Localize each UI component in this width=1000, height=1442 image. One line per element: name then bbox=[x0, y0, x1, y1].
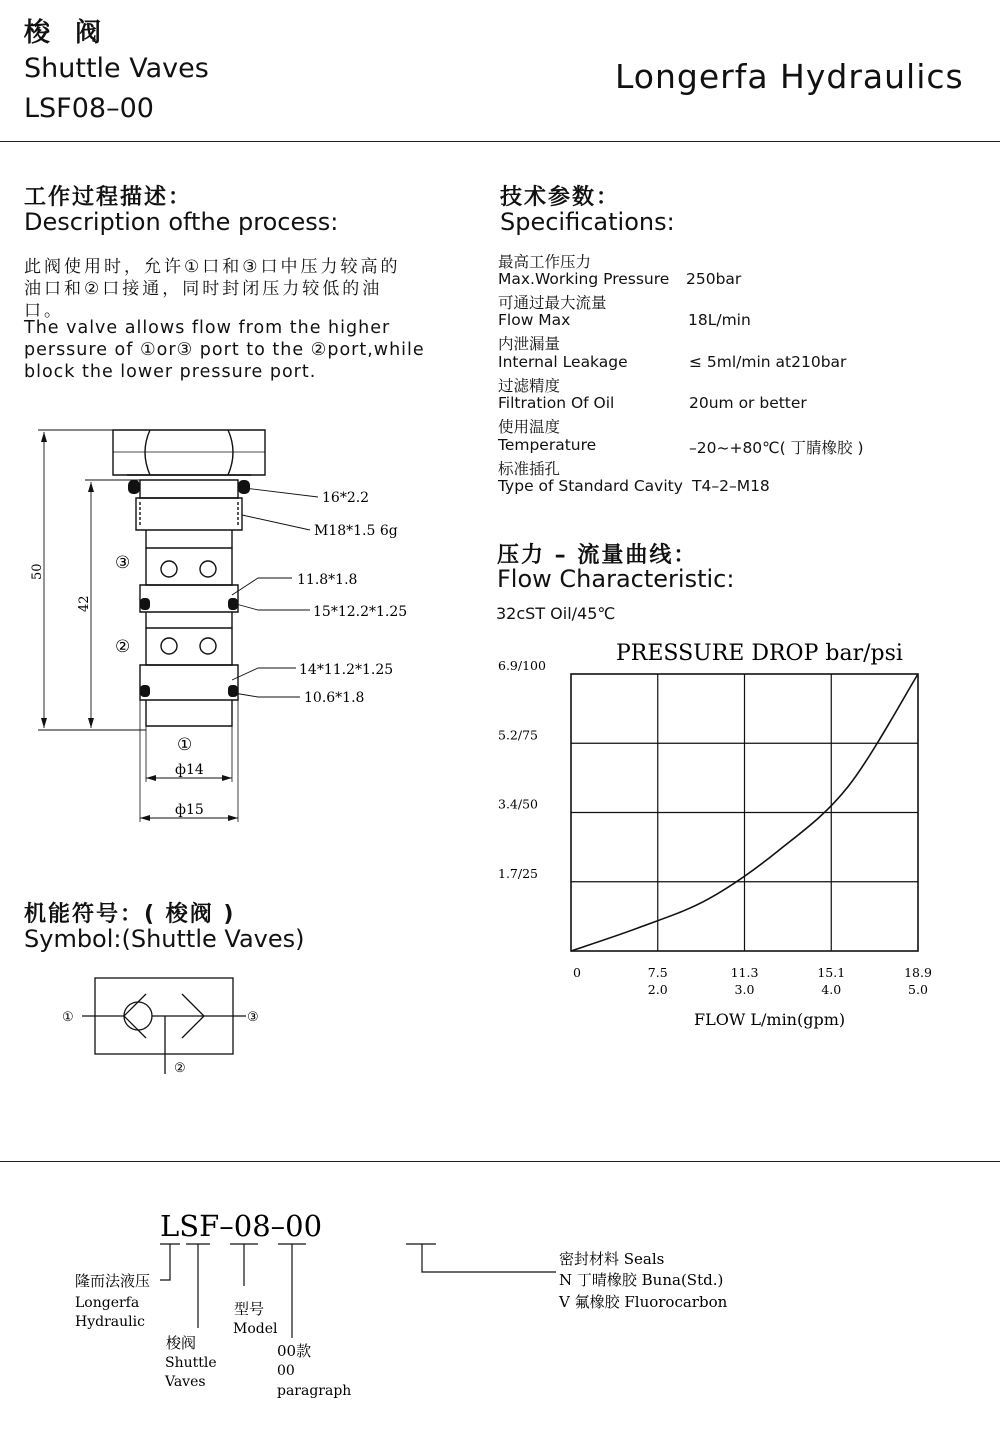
seals-title: 密封材料 Seals bbox=[559, 1250, 665, 1268]
callout-orings-16: 16*2.2 bbox=[322, 490, 370, 506]
specs-heading-en: Specifications: bbox=[500, 208, 675, 236]
port-2-label: ② bbox=[115, 637, 131, 657]
port-1-label: ① bbox=[177, 735, 193, 755]
paragraph-label-cn: 00款 bbox=[277, 1342, 312, 1360]
spec-label-en: Internal Leakage bbox=[498, 353, 628, 371]
brand-label-en: Hydraulic bbox=[75, 1314, 145, 1330]
spec-label-cn: 内泄漏量 bbox=[498, 335, 561, 353]
chart-x-tick-label: 15.1 bbox=[817, 965, 846, 980]
model-label-en: Model bbox=[233, 1321, 278, 1337]
spec-label-en: Type of Standard Cavity bbox=[498, 477, 683, 495]
callout-backup-15: 15*12.2*1.25 bbox=[313, 604, 408, 620]
chart-x-tick-gpm: 3.0 bbox=[734, 982, 755, 997]
symbol-heading-en: Symbol:(Shuttle Vaves) bbox=[24, 925, 305, 953]
port-3-label: ③ bbox=[115, 553, 131, 573]
type-label-cn: 梭阀 bbox=[166, 1334, 197, 1352]
symbol-heading-cn: 机能符号：( 梭阀 ) bbox=[24, 902, 236, 927]
description-line-en: block the lower pressure port. bbox=[24, 362, 317, 382]
callout-thread: M18*1.5 6g bbox=[314, 523, 398, 539]
chart-x-tick-gpm: 4.0 bbox=[821, 982, 842, 997]
spec-value: 250bar bbox=[686, 270, 742, 288]
chart-x-tick-label: 7.5 bbox=[647, 965, 668, 980]
specs-heading-cn: 技术参数： bbox=[500, 185, 621, 210]
chart-title: PRESSURE DROP bar/psi bbox=[616, 641, 903, 666]
dim-height-body: 42 bbox=[77, 595, 92, 612]
description-line-en: The valve allows flow from the higher bbox=[24, 318, 391, 338]
chart-grid bbox=[571, 674, 918, 951]
chart-y-tick-label: 1.7/25 bbox=[498, 865, 538, 881]
brand-name: Longerfa Hydraulics bbox=[615, 57, 964, 96]
spec-value: 18L/min bbox=[688, 311, 751, 329]
chart-x-tick-label: 18.9 bbox=[904, 965, 932, 980]
description-heading-cn: 工作过程描述： bbox=[24, 185, 193, 210]
type-label-en: Vaves bbox=[165, 1374, 206, 1390]
title-en: Shuttle Vaves bbox=[24, 53, 209, 84]
chart-x-tick-label: 11.3 bbox=[730, 965, 759, 980]
description-line-cn: 口。 bbox=[24, 301, 64, 321]
spec-value: 20um or better bbox=[689, 394, 807, 412]
symbol-port-1: ① bbox=[62, 1010, 74, 1025]
symbol-port-3: ③ bbox=[247, 1010, 259, 1025]
spec-label-cn: 最高工作压力 bbox=[498, 253, 592, 271]
dim-dia-15: ф15 bbox=[175, 802, 204, 818]
chart-x-tick-gpm: 5.0 bbox=[908, 982, 928, 997]
paragraph-code: 00 bbox=[277, 1363, 295, 1379]
callout-backup-14: 14*11.2*1.25 bbox=[299, 662, 394, 678]
header-divider bbox=[0, 141, 1000, 142]
ordering-code-diagram bbox=[0, 1190, 1000, 1420]
model-label-cn: 型号 bbox=[234, 1300, 265, 1318]
ordering-code: LSF–08–00 bbox=[160, 1209, 323, 1243]
dim-height-total: 50 bbox=[30, 563, 45, 580]
chart-y-tick-label: 6.9/100 bbox=[498, 658, 546, 673]
callout-oring-11: 11.8*1.8 bbox=[297, 572, 358, 588]
spec-label-cn: 使用温度 bbox=[498, 418, 561, 436]
paragraph-label-en: paragraph bbox=[277, 1383, 352, 1399]
dim-dia-14: ф14 bbox=[175, 762, 204, 778]
spec-value: ≤ 5ml/min at210bar bbox=[689, 353, 847, 371]
valve-cross-section-drawing bbox=[0, 420, 480, 840]
brand-label-cn: 隆而法液压 bbox=[75, 1272, 151, 1290]
spec-label-en: Flow Max bbox=[498, 311, 571, 329]
symbol-port-2: ② bbox=[174, 1061, 186, 1076]
spec-value: T4–2–M18 bbox=[692, 477, 770, 495]
description-line-cn: 油口和②口接通，同时封闭压力较低的油 bbox=[24, 279, 383, 299]
spec-label-en: Max.Working Pressure bbox=[498, 270, 670, 288]
description-heading-en: Description ofthe process: bbox=[24, 208, 339, 236]
model-number: LSF08–00 bbox=[24, 93, 154, 124]
seal-option-v: V 氟橡胶 Fluorocarbon bbox=[559, 1293, 728, 1311]
pressure-flow-chart bbox=[480, 630, 960, 1040]
spec-label-cn: 标准插孔 bbox=[498, 460, 561, 478]
type-label-en: Shuttle bbox=[165, 1355, 217, 1371]
chart-x-tick-label: 0 bbox=[573, 965, 581, 980]
callout-oring-10: 10.6*1.8 bbox=[304, 690, 365, 706]
spec-label-cn: 可通过最大流量 bbox=[498, 294, 607, 312]
description-line-cn: 此阀使用时，允许①口和③口中压力较高的 bbox=[24, 257, 401, 277]
chart-y-tick-label: 5.2/75 bbox=[498, 727, 538, 743]
spec-label-en: Filtration Of Oil bbox=[498, 394, 615, 412]
ordering-divider bbox=[0, 1161, 1000, 1162]
chart-y-tick-label: 3.4/50 bbox=[498, 796, 538, 812]
description-line-en: perssure of ①or③ port to the ②port,while bbox=[24, 340, 425, 360]
chart-x-ticks bbox=[573, 965, 932, 997]
seal-option-n: N 丁晴橡胶 Buna(Std.) bbox=[559, 1271, 724, 1289]
chart-y-ticks bbox=[498, 658, 546, 881]
shuttle-valve-symbol bbox=[50, 970, 290, 1080]
spec-label-en: Temperature bbox=[498, 436, 597, 454]
chart-x-axis-label: FLOW L/min(gpm) bbox=[694, 1010, 846, 1029]
spec-label-cn: 过滤精度 bbox=[498, 377, 561, 395]
flow-heading-cn: 压力 – 流量曲线： bbox=[497, 543, 698, 568]
flow-heading-en: Flow Characteristic: bbox=[497, 565, 735, 593]
chart-x-tick-gpm: 2.0 bbox=[647, 982, 668, 997]
oil-condition: 32cST Oil/45℃ bbox=[496, 604, 616, 623]
title-cn: 梭 阀 bbox=[24, 18, 110, 48]
brand-label-en: Longerfa bbox=[75, 1295, 140, 1311]
spec-value: –20~+80℃( 丁腈橡胶 ) bbox=[689, 439, 864, 457]
